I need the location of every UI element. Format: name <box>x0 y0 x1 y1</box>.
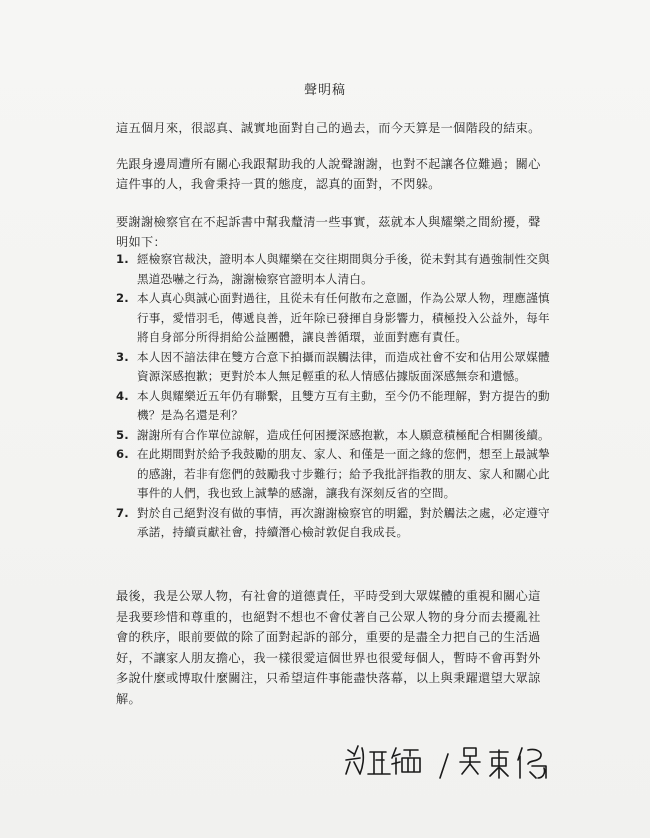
item-text: 本人與耀樂近五年仍有聯繫，且雙方互有主動，至今仍不能理解，對方提告的動機？是為名還是利？ <box>137 388 550 422</box>
statement-item <box>116 426 550 446</box>
paragraph-closing: 最後，我是公眾人物，有社會的道德責任，平時受到大眾媒體的重視和關心這是我要珍惜和尊重的，也絕對不想也不會仗著自己公眾人物的身分而去擾亂社會的秩序，眼前要做的除了面對起訴的部分，重要的是盡全力把自己的生活過好，不讓家人朋友擔心，我一樣很愛這個世界也很愛每個人，暫時不會再對外多說什麼或博取什麼關注，只希望這件事能盡快落幕，以上與秉躍還望大眾諒解。 <box>116 589 541 706</box>
item-text: 對於自己絕對沒有做的事情，再次謝謝檢察官的明鑑，對於觸法之處，必定遵守承諾，持續貢獻社會，持續潛心檢討敦促自我成長。 <box>137 505 550 539</box>
item-number: 3. <box>116 349 129 364</box>
item-number: 4. <box>116 388 129 403</box>
item-number: 2. <box>116 291 129 305</box>
item-number: 1. <box>116 252 129 266</box>
statement-item <box>116 504 550 543</box>
statement-item <box>116 387 550 426</box>
item-number: 7. <box>116 505 129 520</box>
paragraph-intro: 這五個月來，很認真、誠實地面對自己的過去，而今天算是一個階段的結束。 <box>116 121 541 135</box>
item-number: 6. <box>116 447 129 461</box>
statement-item <box>116 445 550 504</box>
item-text: 本人真心與誠心面對過往，且從未有任何散布之意圖，作為公眾人物，理應謹慎行事，愛惜羽毛，傳遞良善，近年除已發揮自身影響力，積極投入公益外，每年將自身部分所得捐給公益團體，讓良善循環，並面對應有責任。 <box>137 291 550 344</box>
item-number: 5. <box>116 427 129 442</box>
paragraph-thanks: 先跟身邊周遭所有關心我跟幫助我的人說聲謝謝，也對不起讓各位難過；關心這件事的人，我會秉持一貫的態度，認真的面對，不閃躲。 <box>116 157 541 191</box>
handwritten-signature <box>340 738 560 788</box>
item-text: 經檢察官裁決，證明本人與耀樂在交往期間與分手後，從未對其有過強制性交與黑道恐嚇之行為，謝謝檢察官證明本人清白。 <box>137 252 550 286</box>
statement-item <box>116 289 550 348</box>
statement-item <box>116 250 550 289</box>
paragraph-statement-lead: 要謝謝檢察官在不起訴書中幫我釐清一些事實，茲就本人與耀樂之間紛擾，聲明如下： <box>116 215 541 249</box>
item-text: 謝謝所有合作單位諒解，造成任何困擾深感抱歉，本人願意積極配合相關後續。 <box>137 427 550 442</box>
statement-item <box>116 348 550 387</box>
item-text: 在此期間對於給予我鼓勵的朋友、家人、和僅是一面之緣的您們，想至上最誠摯的感謝，若非有您們的鼓勵我寸步難行；給予我批評指教的朋友、家人和關心此事件的人們，我也致上誠摯的感謝，讓我有深刻反省的空間。 <box>137 447 550 500</box>
item-text: 本人因不諳法律在雙方合意下拍攝而誤觸法律，而造成社會不安和佔用公眾媒體資源深感抱歉；更對於本人無足輕重的私人情感佔據版面深感無奈和遺憾。 <box>137 349 550 383</box>
document-title: 聲明稿 <box>303 83 346 98</box>
statement-list <box>116 250 550 543</box>
